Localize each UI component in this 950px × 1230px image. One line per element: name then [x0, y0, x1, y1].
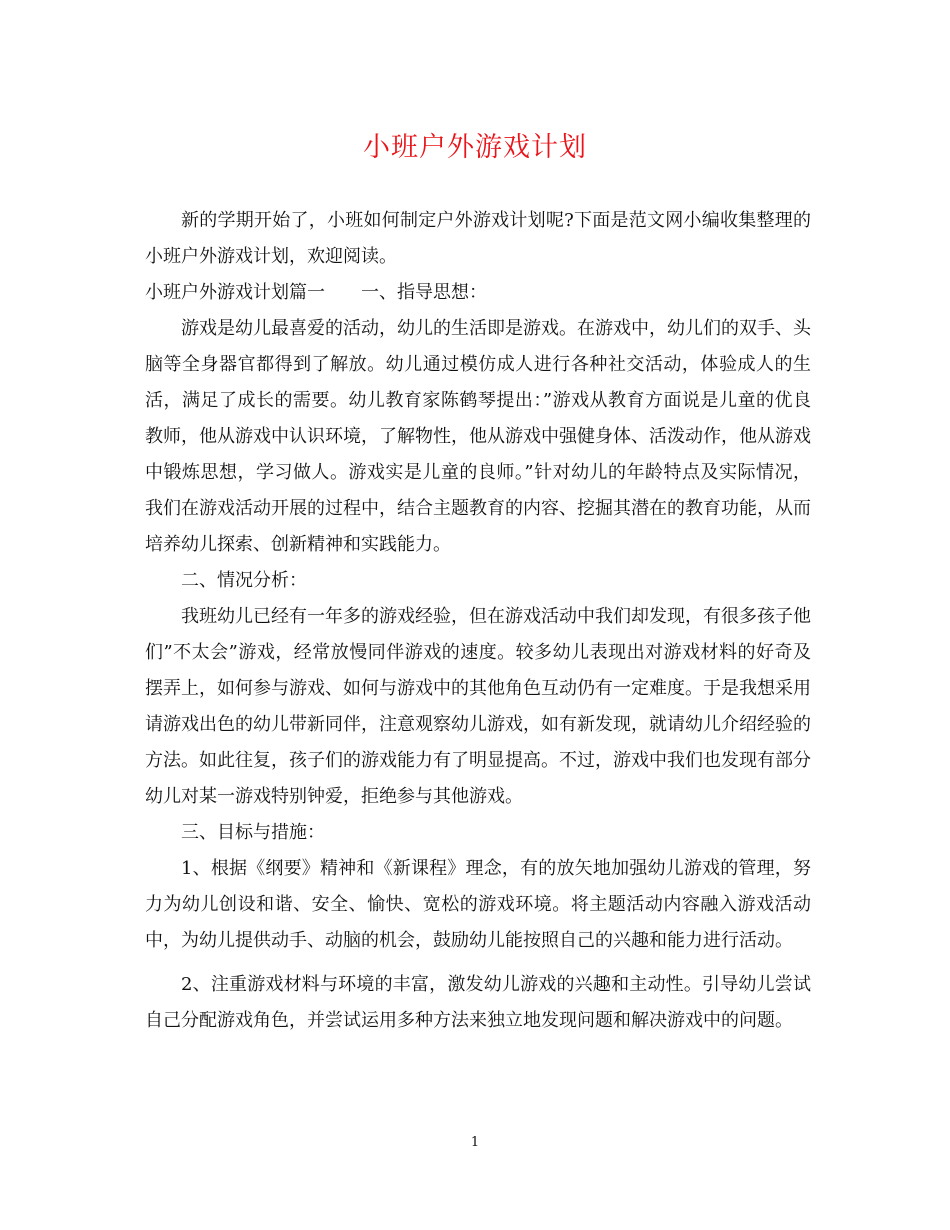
goal-item-1: 1、根据《纲要》精神和《新课程》理念，有的放矢地加强幼儿游戏的管理，努力为幼儿创设和谐、安全、愉快、宽松的游戏环境。将主题活动内容融入游戏活动中，为幼儿提供动手、动脑的机会，鼓励幼儿能按照自己的兴趣和能力进行活动。 [145, 858, 811, 951]
document-body [145, 203, 811, 1039]
section-heading-situation-analysis: 二、情况分析： [181, 570, 307, 591]
guiding-thought-paragraph: 游戏是幼儿最喜爱的活动，幼儿的生活即是游戏。在游戏中，幼儿们的双手、头脑等全身器官都得到了解放。幼儿通过模仿成人进行各种社交活动，体验成人的生活，满足了成长的需要。幼儿教育家陈鹤琴提出：”游戏从教育方面说是儿童的优良教师，他从游戏中认识环境，了解物性，他从游戏中强健身体、活泼动作，他从游戏中锻炼思想，学习做人。游戏实是儿童的良师。”针对幼儿的年龄特点及实际情况，我们在游戏活动开展的过程中，结合主题教育的内容、挖掘其潜在的教育功能，从而培养幼儿探索、创新精神和实践能力。 [145, 318, 811, 555]
document-title: 小班户外游戏计划 [363, 132, 587, 163]
section-heading-goals-measures: 三、目标与措施： [181, 822, 325, 843]
intro-paragraph: 新的学期开始了，小班如何制定户外游戏计划呢?下面是范文网小编收集整理的小班户外游戏计划，欢迎阅读。 [145, 210, 811, 267]
situation-analysis-paragraph: 我班幼儿已经有一年多的游戏经验，但在游戏活动中我们却发现，有很多孩子他们”不太会”游戏，经常放慢同伴游戏的速度。较多幼儿表现出对游戏材料的好奇及摆弄上，如何参与游戏、如何与游戏中的其他角色互动仍有一定难度。于是我想采用请游戏出色的幼儿带新同伴，注意观察幼儿游戏，如有新发现，就请幼儿介绍经验的方法。如此往复，孩子们的游戏能力有了明显提高。不过，游戏中我们也发现有部分幼儿对某一游戏特别钟爱，拒绝参与其他游戏。 [145, 606, 811, 807]
page-number: 1 [470, 1135, 480, 1150]
goal-item-2: 2、注重游戏材料与环境的丰富，激发幼儿游戏的兴趣和主动性。引导幼儿尝试自己分配游戏角色，并尝试运用多种方法来独立地发现问题和解决游戏中的问题。 [145, 974, 811, 1031]
section-heading-guiding-thought: 小班户外游戏计划篇一 一、指导思想： [145, 282, 487, 303]
